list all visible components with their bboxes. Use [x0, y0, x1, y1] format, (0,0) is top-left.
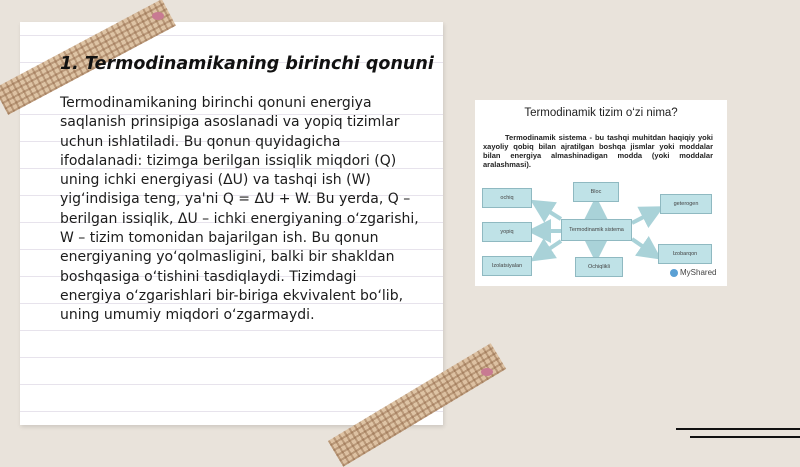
arrow-right-down: [632, 239, 655, 255]
diagram-box-right-bottom: Izobarqon: [658, 244, 712, 264]
pin-bottom: [481, 368, 493, 376]
note-body-text: Termodinamikaning birinchi qonuni energiya saqlanish prinsipiga asoslanadi va yopiq tizimlar uchun ishlatiladi. Bu qonun quyidagicha ifodalanadi: tizimga berilgan issiqlik miqdori (Q) uning ichki energiyasi (ΔU) va tashqi ish (W) yig‘indisiga teng, ya'ni Q = ΔU + W. Bu yerda, Q – berilgan issiqlik, ΔU – ichki energiyaning o‘zgarishi, W – tizim tomonidan bajarilgan ish. Bu qonun energiyaning yo‘qolmasligini, balki bir shakldan boshqasiga o‘tishini tasdiqlaydi. Tizimdagi energiya o‘zgarishlari bir-biriga ekvivalent bo‘lib, uning umumiy miqdori o‘zgarmaydi.: [60, 95, 419, 324]
myshared-logo-icon: [670, 269, 678, 277]
arrow-left-down: [537, 241, 561, 257]
diagram-box-left-bottom: Izolatsiyalan: [482, 256, 532, 276]
slide-image-title: Termodinamik tizim o‘zi nima?: [524, 107, 678, 119]
embedded-slide-image: [475, 100, 727, 286]
pin-top: [152, 12, 164, 20]
decorative-rule: [690, 436, 800, 438]
diagram-box-top: Bloc: [573, 182, 619, 202]
note-title: 1. Termodinamikaning birinchi qonuni: [60, 54, 434, 74]
arrow-left-up: [537, 204, 561, 219]
diagram-box-left-middle: yopiq: [482, 222, 532, 242]
diagram-box-right-top: geterogen: [660, 194, 712, 214]
diagram-box-center: Termodinamik sistema: [561, 219, 632, 241]
slide-image-definition: Termodinamik sistema - bu tashqi muhitdan haqiqiy yoki xayoliy qobiq bilan ajratilgan boshqa jismlar yoki moddalar bilan energiya almashinadigan modda (yoki moddalar aralashmasi).: [483, 133, 713, 169]
diagram-box-bottom: Ochiqlikli: [575, 257, 623, 277]
decorative-rule: [676, 428, 800, 430]
arrow-right-up: [632, 210, 657, 223]
diagram-box-left-top: ochiq: [482, 188, 532, 208]
watermark-text: MyShared: [680, 268, 717, 277]
image-watermark: [670, 268, 716, 277]
